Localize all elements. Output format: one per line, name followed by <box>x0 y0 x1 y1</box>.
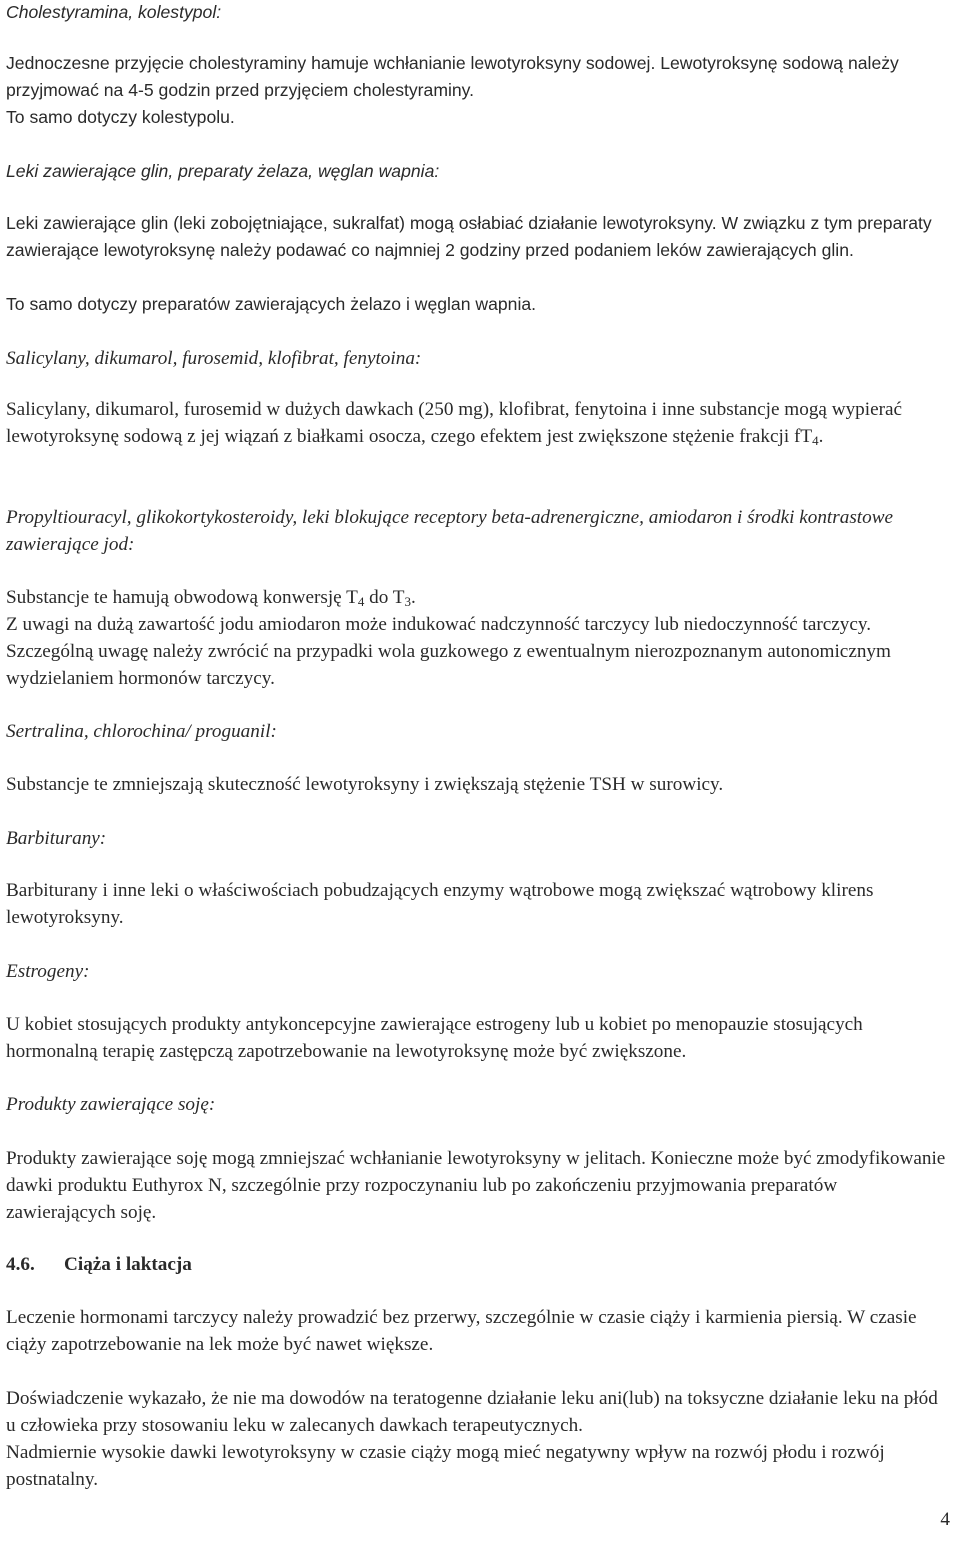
paragraph-ciaza-doswiadczenie: Doświadczenie wykazało, że nie ma dowodów na teratogenne działanie leku ani(lub) na toksyczne działanie leku na płód u człowieka przy stosowaniu leku w zalecanych dawkach terapeutycznych. <box>6 1388 938 1436</box>
section-heading-cholestyramine: Cholestyramina, kolestypol: <box>6 2 222 22</box>
paragraph-cholestyramine: Jednoczesne przyjęcie cholestyraminy hamuje wchłanianie lewotyroksyny sodowej. Lewotyroksynę sodową należy przyjmować na 4-5 godzin przed przyjęciem cholestyraminy. <box>6 53 899 100</box>
section-number: 4.6. <box>6 1254 35 1275</box>
section-heading-ciaza <box>6 1251 950 1278</box>
section-heading-sertralina: Sertralina, chlorochina/ proguanil: <box>6 721 277 742</box>
section-heading-glin: Leki zawierające glin, preparaty żelaza, węglan wapnia: <box>6 161 440 181</box>
paragraph-amiodaron: Z uwagi na dużą zawartość jodu amiodaron może indukować nadczynność tarczycy lub niedoczynność tarczycy. Szczególną uwagę należy zwrócić na przypadki wola guzkowego z ewentualnym nierozpoznanym autonomicznym wydzielaniem hormonów tarczycy. <box>6 614 891 689</box>
paragraph-glin: Leki zawierające glin (leki zobojętniające, sukralfat) mogą osłabiać działanie lewotyroksyny. W związku z tym preparaty zawierające lewotyroksynę należy podawać co najmniej 2 godziny przed podaniem leków zawierających glin. <box>6 213 932 260</box>
paragraph-konwersja: Substancje te hamują obwodową konwersję $T_4$ do $T_3$. <box>6 587 416 609</box>
paragraph-sertralina: Substancje te zmniejszają skuteczność lewotyroksyny i zwiększają stężenie TSH w surowicy. <box>6 774 724 795</box>
section-heading-salicylany: Salicylany, dikumarol, furosemid, klofibrat, fenytoina: <box>6 348 422 369</box>
paragraph-ciaza-dawki: Nadmiernie wysokie dawki lewotyroksyny w czasie ciąży mogą mieć negatywny wpływ na rozwój płodu i rozwój postnatalny. <box>6 1442 885 1490</box>
section-heading-estrogeny: Estrogeny: <box>6 961 90 982</box>
section-heading-soja: Produkty zawierające soję: <box>6 1094 216 1115</box>
paragraph-zelazo: To samo dotyczy preparatów zawierających żelazo i węglan wapnia. <box>6 294 537 314</box>
paragraph-salicylany: Salicylany, dikumarol, furosemid w dużych dawkach (250 mg), klofibrat, fenytoina i inne substancje mogą wypierać lewotyroksynę sodową z jej wiązań z białkami osocza, czego efektem jest zwiększone stężenie frakcji $fT_4$. <box>6 399 903 448</box>
section-title: Ciąża i laktacja <box>64 1254 192 1275</box>
paragraph-barbiturany: Barbiturany i inne leki o właściwościach pobudzających enzymy wątrobowe mogą zwiększać wątrobowy klirens lewotyroksyny. <box>6 880 874 928</box>
paragraph-ciaza-leczenie: Leczenie hormonami tarczycy należy prowadzić bez przerwy, szczególnie w czasie ciąży i karmienia piersią. W czasie ciąży zapotrzebowanie na lek może być nawet większe. <box>6 1307 917 1355</box>
page-number: 4 <box>940 1509 950 1530</box>
paragraph-kolestypol: To samo dotyczy kolestypolu. <box>6 107 235 127</box>
section-heading-propyltiouracyl: Propyltiouracyl, glikokortykosteroidy, leki blokujące receptory beta-adrenergiczne, amiodaron i środki kontrastowe zawierające jod: <box>6 507 894 555</box>
paragraph-estrogeny: U kobiet stosujących produkty antykoncepcyjne zawierające estrogeny lub u kobiet po menopauzie stosujących hormonalną terapię zastępczą zapotrzebowanie na lewotyroksynę może być zwiększone. <box>6 1014 863 1062</box>
section-heading-barbiturany: Barbiturany: <box>6 828 107 849</box>
paragraph-soja: Produkty zawierające soję mogą zmniejszać wchłanianie lewotyroksyny w jelitach. Konieczne może być zmodyfikowanie dawki produktu Euthyrox N, szczególnie przy rozpoczynaniu lub po zakończeniu przyjmowania preparatów zawierających soję. <box>6 1148 946 1223</box>
